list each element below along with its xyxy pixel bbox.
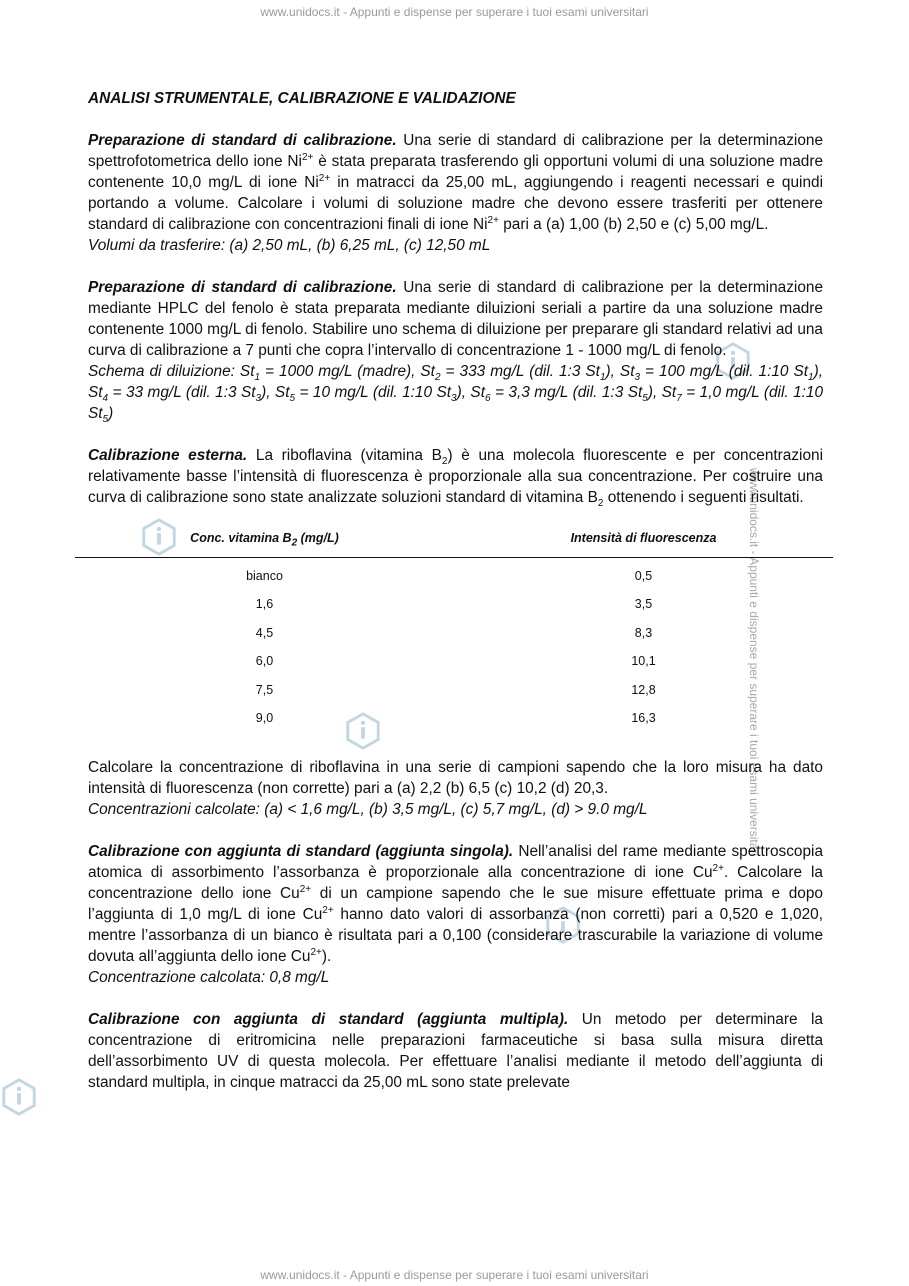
subscript: 1: [254, 372, 261, 384]
exercise-5-body: Un metodo per determinare la concentrazione di eritromicina nelle preparazioni farmaceutiche si basa sulla misura diretta dell’assorbimento UV di questa molecola. Per effettuare l’analisi mediante il metodo dell’aggiunta di standard multipla, in cinque matracci da 25,00 mL sono state prelevate: [88, 1011, 823, 1091]
table-cell: 3,5: [634, 597, 653, 612]
answer-part: = 1,0 mg/L (dil. 1:10 St: [88, 384, 824, 422]
exercise-2: [88, 277, 823, 424]
exercise-3-question: [88, 757, 823, 820]
exercise-2-heading: Preparazione di standard di calibrazione.: [88, 279, 397, 296]
exercise-4-body: hanno dato valori di assorbanza (non corretti) pari a 0,520 e 1,020, mentre l’assorbanza di un bianco è risultata pari a 0,100 (considerare trascurabile la variazione di volume dovuta all’aggiunta dello ione Cu: [88, 906, 823, 965]
exercise-3-answer: Concentrazioni calcolate: (a) < 1,6 mg/L, (b) 3,5 mg/L, (c) 5,7 mg/L, (d) > 9.0 mg/L: [88, 801, 648, 818]
table-cell: 4,5: [255, 625, 274, 640]
answer-part: = 3,3 mg/L (dil. 1:3 St: [490, 384, 643, 401]
superscript: 2+: [310, 946, 322, 958]
watermark-footer: www.unidocs.it - Appunti e dispense per superare i tuoi esami universitari: [260, 1268, 649, 1282]
subscript: 3: [255, 393, 262, 405]
exercise-3-body: ) è una molecola fluorescente e per concentrazioni relativamente basse l’intensità di fluorescenza è proporzionale alla sua concentrazione. Per costruire una curva di calibrazione sono state analizzate soluzioni standard di vitamina B: [88, 447, 824, 506]
answer-part: ), St: [605, 363, 635, 380]
answer-part: Schema di diluizione: St: [88, 363, 255, 380]
exercise-5-text: [88, 1009, 823, 1093]
watermark-header: www.unidocs.it - Appunti e dispense per superare i tuoi esami universitari: [260, 5, 649, 19]
watermark-side-right: www.unidocs.it - Appunti e dispense per superare i tuoi esami universitari: [747, 467, 762, 857]
document-body: [88, 88, 823, 1093]
table-cell: 6,0: [255, 654, 274, 669]
column-header-intensity: Intensità di fluorescenza: [454, 522, 833, 558]
subscript: 7: [676, 393, 682, 405]
exercise-1-body: in matracci da 25,00 mL, aggiungendo i reagenti necessari e quindi portando a volume. Calcolare i volumi di soluzione madre che devono essere trasferiti per ottenere standard di calibrazione con concentrazioni finali di ione Ni: [88, 174, 823, 233]
column-header-concentration: [75, 522, 454, 558]
answer-part: = 100 mg/L (dil. 1:10 St: [640, 363, 809, 380]
exercise-4: [88, 841, 823, 988]
exercise-3-body: ottenendo i seguenti risultati.: [603, 489, 804, 506]
answer-part: = 333 mg/L (dil. 1:3 St: [440, 363, 600, 380]
table-row: [75, 648, 833, 677]
subscript: 2: [441, 456, 448, 468]
answer-part: ): [108, 405, 114, 422]
table-cell: 1,6: [255, 597, 274, 612]
answer-part: ), St: [647, 384, 677, 401]
header-text: (mg/L): [297, 531, 339, 545]
exercise-2-body: Una serie di standard di calibrazione per la determinazione mediante HPLC del fenolo è stata preparata mediante diluizioni seriali a partire da una soluzione madre contenente 1000 mg/L di fenolo. Stabilire uno schema di diluizione per preparare gli standard relativi ad una curva di calibrazione a 7 punti che copra l’intervallo di concentrazione 1 - 1000 mg/L di fenolo.: [88, 279, 824, 359]
exercise-5: [88, 1009, 823, 1093]
exercise-3: [88, 445, 823, 820]
exercise-5-heading: Calibrazione con aggiunta di standard (aggiunta multipla).: [88, 1011, 569, 1028]
subscript: 1: [599, 372, 606, 384]
exercise-4-body: Nell’analisi del rame mediante spettroscopia atomica di assorbimento l’assorbanza è proporzionale alla concentrazione di ione Cu: [88, 843, 823, 881]
table-row: [75, 619, 833, 648]
subscript: 5: [289, 393, 296, 405]
exercise-3-text: [88, 445, 823, 508]
answer-part: ), St: [261, 384, 290, 401]
exercise-1-body: pari a (a) 1,00 (b) 2,50 e (c) 5,00 mg/L.: [498, 216, 769, 233]
exercise-4-text: [88, 841, 823, 967]
superscript: 2+: [299, 883, 312, 895]
answer-part: ), St: [88, 363, 823, 401]
answer-part: = 33 mg/L (dil. 1:3 St: [108, 384, 256, 401]
exercise-1-answer: Volumi da trasferire: (a) 2,50 mL, (b) 6,25 mL, (c) 12,50 mL: [88, 237, 491, 254]
answer-part: = 1000 mg/L (madre), St: [260, 363, 435, 380]
subscript: 5: [642, 393, 648, 405]
superscript: 2+: [322, 904, 334, 916]
table-cell: 16,3: [631, 711, 656, 726]
unidocs-logo-icon: [0, 1078, 38, 1116]
subscript: 5: [102, 414, 109, 426]
subscript: 2: [597, 498, 604, 510]
exercise-3-body: La riboflavina (vitamina B: [247, 447, 442, 464]
exercise-1-body: è stata preparata trasferendo gli opportuni volumi di una soluzione madre contenente 10,0 mg/L di ione Ni: [88, 153, 823, 191]
table-row: [75, 676, 833, 705]
fluorescence-table: [75, 522, 833, 733]
exercise-2-text: [88, 277, 823, 361]
exercise-4-body: ).: [321, 948, 332, 965]
exercise-4-heading: Calibrazione con aggiunta di standard (aggiunta singola).: [88, 843, 514, 860]
superscript: 2+: [712, 862, 724, 874]
superscript: 2+: [301, 151, 314, 163]
answer-part: = 10 mg/L (dil. 1:10 St: [295, 384, 452, 401]
table-row: [75, 705, 833, 734]
subscript: 6: [484, 393, 491, 405]
table-cell: 7,5: [255, 682, 274, 697]
exercise-4-body: di un campione sapendo che le sue misure effettuate prima e dopo l’aggiunta di 1,0 mg/L di ione Cu: [88, 885, 823, 923]
table-cell: 12,8: [631, 682, 656, 697]
exercise-3-question-text: Calcolare la concentrazione di riboflavina in una serie di campioni sapendo che la loro misura ha dato intensità di fluorescenza (non corrette) pari a (a) 2,2 (b) 6,5 (c) 10,2 (d) 20,3.: [88, 759, 823, 797]
table-cell: bianco: [246, 568, 283, 583]
superscript: 2+: [318, 172, 331, 184]
table-cell: 0,5: [634, 568, 653, 583]
exercise-2-answer: [88, 361, 823, 424]
subscript: 3: [451, 393, 457, 405]
exercise-1-heading: Preparazione di standard di calibrazione.: [88, 132, 397, 149]
page-title: ANALISI STRUMENTALE, CALIBRAZIONE E VALIDAZIONE: [88, 90, 516, 107]
table-cell: 8,3: [634, 625, 653, 640]
subscript: 4: [102, 393, 109, 405]
table-row: [75, 591, 833, 620]
subscript: 3: [634, 372, 641, 384]
answer-part: ), St: [456, 384, 485, 401]
subscript: 2: [434, 372, 441, 384]
table-cell: 9,0: [255, 711, 274, 726]
table-cell: 10,1: [631, 654, 656, 669]
subscript: 1: [808, 372, 814, 384]
header-text: Conc. vitamina B: [190, 531, 292, 545]
table-row: [75, 558, 833, 591]
exercise-4-body: . Calcolare la concentrazione dello ione Cu: [88, 864, 823, 902]
superscript: 2+: [487, 214, 499, 226]
exercise-1-text: [88, 130, 823, 235]
table-header-row: [75, 522, 833, 558]
subscript: 2: [291, 537, 298, 549]
exercise-1: [88, 130, 823, 256]
exercise-3-heading: Calibrazione esterna.: [88, 447, 248, 464]
exercise-4-answer: Concentrazione calcolata: 0,8 mg/L: [88, 969, 330, 986]
exercise-1-body: Una serie di standard di calibrazione per la determinazione spettrofotometrica dello ione Ni: [88, 132, 824, 170]
